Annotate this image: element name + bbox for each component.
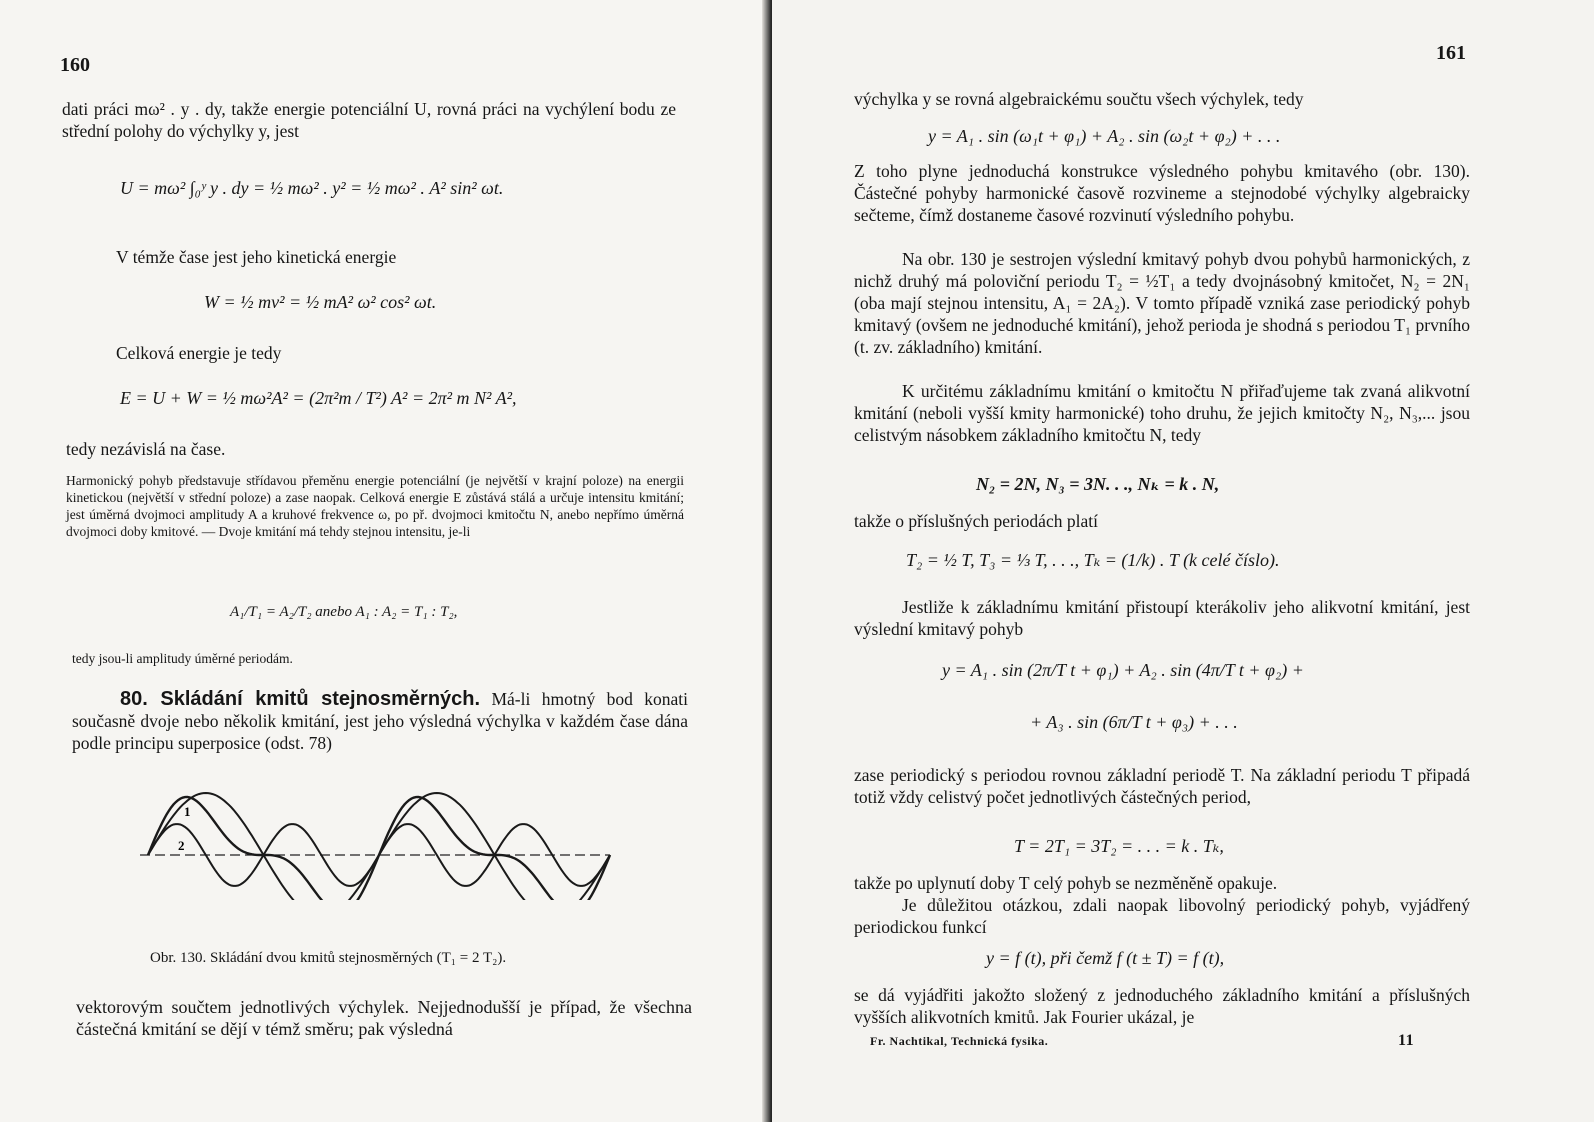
section-80 — [72, 688, 688, 754]
footer-author: Fr. Nachtikal, Technická fysika. — [870, 1034, 1049, 1048]
section-heading: 80. Skládání kmitů stejnosměrných. — [120, 688, 481, 710]
small-note: Harmonický pohyb představuje střídavou přeměnu energie potenciální (je největší v krajní poloze) na energii kinetickou (největší v střední poloze) a zase naopak. Celková energie E zůstává stálá a určuje intensitu kmitání; jest úměrná dvojmoci amplitudy A a kruhové frekvence ω, po př. dvojmoci kmitočtu N, anebo nepřímo úměrná dvojmoci doby kmitové. — Dvoje kmitání má tehdy stejnou intensitu, je-li — [66, 473, 684, 539]
figure-caption: Obr. 130. Skládání dvou kmitů stejnosměrných (T₁ = 2 T₂). — [150, 950, 507, 966]
equation-periods: T₂ = ½ T, T₃ = ⅓ T, . . ., Tₖ = (1/k) . T (k celé číslo). — [906, 550, 1280, 570]
signature-mark: 11 — [1398, 1032, 1415, 1049]
equation-ratio: A₁/T₁ = A₂/T₂ anebo A₁ : A₂ = T₁ : T₂, — [230, 604, 458, 620]
figure-130 — [140, 770, 630, 900]
equation-T: T = 2T₁ = 3T₂ = . . . = k . Tₖ, — [1014, 836, 1224, 856]
right-page — [772, 0, 1594, 1122]
right-p8: takže po uplynutí doby T celý pohyb se nezměněně opakuje. — [854, 873, 1278, 893]
section-text: Má-li hmotný bod konati současně dvoje nebo několik kmitání, jest jeho výsledná výchylka v každém čase dána podle principu superposice (odst. 78) — [72, 689, 689, 753]
right-p1: výchylka y se rovná algebraickému součtu všech výchylek, tedy — [854, 89, 1304, 109]
equation-frequencies: N₂ = 2N, N₃ = 3N. . ., Nₖ = k . N, — [976, 474, 1220, 494]
right-p5: takže o příslušných periodách platí — [854, 511, 1098, 531]
resultant-wave — [148, 797, 610, 900]
page-number-left: 160 — [60, 54, 90, 76]
equation-fourier-2: + A₃ . sin (6π/T t + φ₃) + . . . — [1030, 712, 1238, 732]
intro-paragraph: dati práci mω² . y . dy, takže energie potenciální U, rovná práci na vychýlení bodu ze střední polohy do výchylky y, jest — [62, 99, 676, 141]
kinetic-intro: V témže čase jest jeho kinetická energie — [116, 247, 397, 267]
right-p3: Na obr. 130 je sestrojen výslední kmitavý pohyb dvou pohybů harmonických, z nichž druhý má poloviční periodu T₂ = ½T₁ a tedy dvojnásobný kmitočet, N₂ = 2N₁ (oba mají stejnou intensitu, A₁ = 2A₂). V tomto případě vzniká zase periodický pohyb kmitavý (ovšem ne jednoduché kmitání), jehož perioda je shodná s periodou T₁ prvního (t. zv. základního) kmitání. — [854, 249, 1470, 357]
page-number-right: 161 — [1436, 42, 1466, 64]
equation-kinetic: W = ½ mv² = ½ mA² ω² cos² ωt. — [204, 292, 437, 312]
equation-potential: U = mω² ∫₀ʸ y . dy = ½ mω² . y² = ½ mω² . A² sin² ωt. — [120, 178, 504, 198]
independent-line: tedy nezávislá na čase. — [66, 439, 226, 459]
left-page — [0, 0, 772, 1122]
right-p10: se dá vyjádřiti jakožto složený z jednoduchého základního kmitání a příslušných vyšších alikvotních kmitů. Jak Fourier ukázal, je — [854, 985, 1470, 1027]
total-intro: Celková energie je tedy — [116, 343, 282, 363]
figure-label-2: 2 — [178, 838, 185, 853]
right-p9: Je důležitou otázkou, zdali naopak libovolný periodický pohyb, vyjádřený periodickou funkcí — [854, 895, 1470, 937]
bottom-paragraph: vektorovým součtem jednotlivých výchylek. Nejjednodušší je případ, že všechna částečná kmitání se dějí v témž směru; pak výsledná — [76, 997, 692, 1039]
equation-f: y = f (t), při čemž f (t ± T) = f (t), — [986, 948, 1225, 968]
figure-label-1: 1 — [184, 804, 191, 819]
ratio-end: tedy jsou-li amplitudy úměrné periodám. — [72, 651, 293, 666]
equation-fourier-1: y = A₁ . sin (2π/T t + φ₁) + A₂ . sin (4π/T t + φ₂) + — [942, 660, 1304, 680]
right-p4: K určitému základnímu kmitání o kmitočtu N přiřaďujeme tak zvaná alikvotní kmitání (neboli vyšší kmity harmonické) toho druhu, že jejich kmitočty N₂, N₃,... jsou celistvým násobkem základního kmitočtu N, tedy — [854, 381, 1470, 445]
equation-sum: y = A₁ . sin (ω₁t + φ₁) + A₂ . sin (ω₂t + φ₂) + . . . — [928, 126, 1281, 146]
right-p2: Z toho plyne jednoduchá konstrukce výsledného pohybu kmitavého (obr. 130). Částečné pohyby harmonické časově rozvineme a stejnodobé výchylky algebraicky sečteme, čímž dostaneme časové rozvinutí výsledního pohybu. — [854, 161, 1470, 225]
right-p7: zase periodický s periodou rovnou základní periodě T. Na základní periodu T připadá totiž vždy celistvý počet jednotlivých částečných period, — [854, 765, 1470, 807]
equation-total: E = U + W = ½ mω²A² = (2π²m / T²) A² = 2π² m N² A², — [120, 388, 517, 408]
right-p6: Jestliže k základnímu kmitání přistoupí kterákoliv jeho alikvotní kmitání, jest výslední kmitavý pohyb — [854, 597, 1470, 639]
